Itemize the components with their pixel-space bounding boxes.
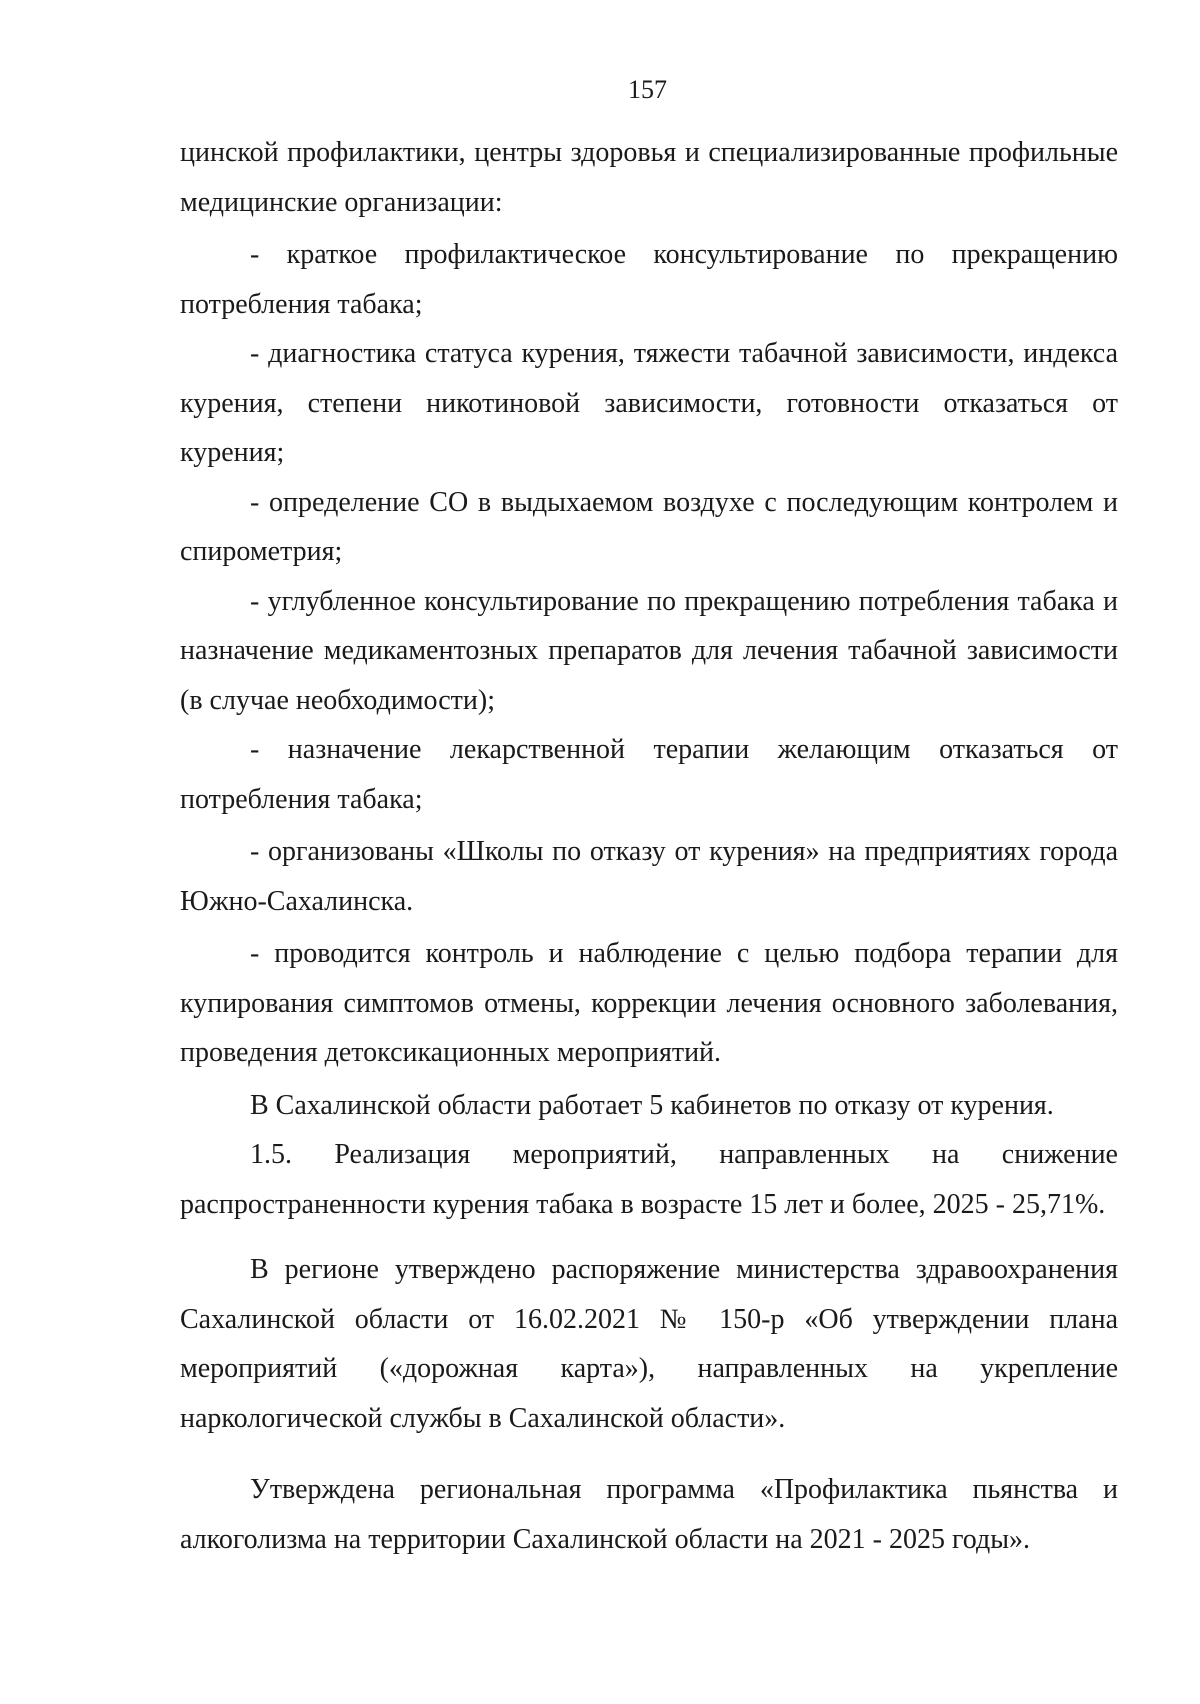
list-item-co-measurement: - определение СО в выдыхаемом воздухе с последующим контролем и спирометрия; <box>180 486 1118 567</box>
paragraph-offices-count: В Сахалинской области работает 5 кабинетов по отказу от курения. <box>250 1089 1054 1121</box>
list-item-monitoring: - проводится контроль и наблюдение с целью подбора терапии для купирования симптомов отмены, коррекции лечения основного заболевания, проведения детоксикационных мероприятий. <box>180 938 1118 1068</box>
section-heading-1-5: 1.5. Реализация мероприятий, направленных на снижение распространенности курения табака в возрасте 15 лет и более, 2025 - 25,71%. <box>180 1139 1118 1220</box>
list-item-in-depth-counseling: - углубленное консультирование по прекращению потребления табака и назначение медикаментозных препаратов для лечения табачной зависимости (в случае необходимости); <box>180 585 1118 716</box>
list-item-smoking-diagnostics: - диагностика статуса курения, тяжести табачной зависимости, индекса курения, степени никотиновой зависимости, готовности отказаться от курения; <box>180 338 1118 468</box>
paragraph-continuation: цинской профилактики, центры здоровья и специализированные профильные медицинские организации: <box>180 137 1118 218</box>
paragraph-regional-program: Утверждена региональная программа «Профилактика пьянства и алкоголизма на территории Сахалинской области на 2021 - 2025 годы». <box>180 1474 1118 1555</box>
list-item-smoking-schools: - организованы «Школы по отказу от курения» на предприятиях города Южно-Сахалинска. <box>180 836 1118 917</box>
paragraph-order-approval: В регионе утверждено распоряжение министерства здравоохранения Сахалинской области от 16.02.2021 № 150-р «Об утверждении плана мероприятий («дорожная карта»), направленных на укрепление наркологической службы в Сахалинской области». <box>180 1254 1118 1434</box>
body-text <box>180 128 1118 1564</box>
list-item-brief-counseling: - краткое профилактическое консультирование по прекращению потребления табака; <box>180 239 1118 320</box>
page-number: 157 <box>628 75 667 104</box>
list-item-drug-therapy: - назначение лекарственной терапии желающим отказаться от потребления табака; <box>180 734 1118 815</box>
